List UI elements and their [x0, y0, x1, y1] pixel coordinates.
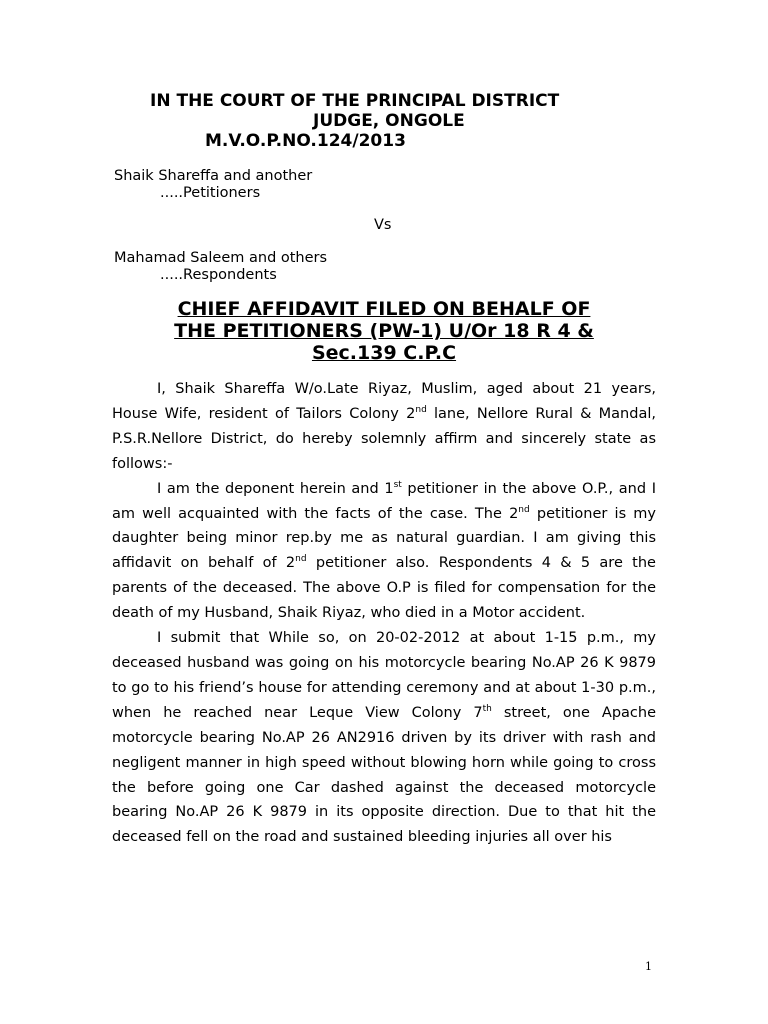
- versus-label: Vs: [374, 217, 392, 233]
- ordinal-suffix: th: [482, 703, 492, 714]
- petitioner-name: Shaik Shareffa and another: [114, 168, 313, 184]
- case-number: M.V.O.P.NO.124/2013: [205, 131, 406, 151]
- paragraph-text: street, one Apache motorcycle bearing No.AP 26 AN2916 driven by its driver with rash and negligent manner in high speed without blowing horn while going to cross the before going one Car dashed against the deceased motorcycle bearing No.AP 26 K 9879 in its opposite direction. Due to that hit the deceased fell on the road and sustained bleeding injuries all over his: [112, 704, 657, 846]
- respondent-block: [114, 250, 327, 284]
- paragraph-deponent-details: [112, 377, 656, 477]
- affidavit-body: [112, 377, 656, 850]
- petitioner-role: .....Petitioners: [160, 185, 261, 201]
- paragraph-text: petitioner is my daughter being minor rep.by me as natural guardian. I am giving this affidavit on behalf of 2: [112, 505, 656, 572]
- paragraph-text: petitioner also. Respondents 4 & 5 are the parents of the deceased. The above O.P is filed for compensation for the death of my Husband, Shaik Riyaz, who died in a Motor accident.: [112, 555, 656, 622]
- paragraph-text: I am the deponent herein and 1: [157, 480, 394, 497]
- petitioner-block: [114, 168, 312, 202]
- paragraph-text: I submit that While so, on 20-02-2012 at about 1-15 p.m., my deceased husband was going on his motorcycle bearing No.AP 26 K 9879 to go to his friend’s house for attending ceremony and at about 1-30 p.m., when he reached near Leque View Colony 7: [112, 630, 656, 721]
- paragraph-text: I, Shaik Shareffa W/o.Late Riyaz, Muslim, aged about 21 years, House Wife, resident of Tailors Colony 2: [112, 381, 656, 422]
- paragraph-text: petitioner in the above O.P., and I am well acquainted with the facts of the case. The 2: [112, 480, 656, 522]
- paragraph-text: lane, Nellore Rural & Mandal, P.S.R.Nellore District, do hereby solemnly affirm and sincerely state as follows:-: [112, 405, 656, 472]
- court-heading-line-1: IN THE COURT OF THE PRINCIPAL DISTRICT: [150, 91, 560, 111]
- respondent-role: .....Respondents: [160, 267, 277, 283]
- respondent-name: Mahamad Saleem and others: [114, 250, 328, 266]
- ordinal-suffix: nd: [295, 554, 307, 565]
- affidavit-title-line-1: CHIEF AFFIDAVIT FILED ON BEHALF OF: [177, 298, 591, 320]
- ordinal-suffix: st: [393, 479, 402, 490]
- paragraph-petitioners: [112, 477, 656, 626]
- affidavit-title-line-3: Sec.139 C.P.C: [311, 342, 457, 364]
- page-number: 1: [645, 960, 652, 973]
- court-heading-line-2: JUDGE, ONGOLE: [313, 111, 465, 131]
- affidavit-title-line-2: THE PETITIONERS (PW-1) U/Or 18 R 4 &: [174, 320, 594, 342]
- court-heading: [150, 91, 680, 151]
- affidavit-title: [112, 298, 656, 364]
- paragraph-accident-facts: [112, 626, 656, 850]
- ordinal-suffix: nd: [518, 504, 530, 515]
- ordinal-suffix: nd: [415, 405, 427, 416]
